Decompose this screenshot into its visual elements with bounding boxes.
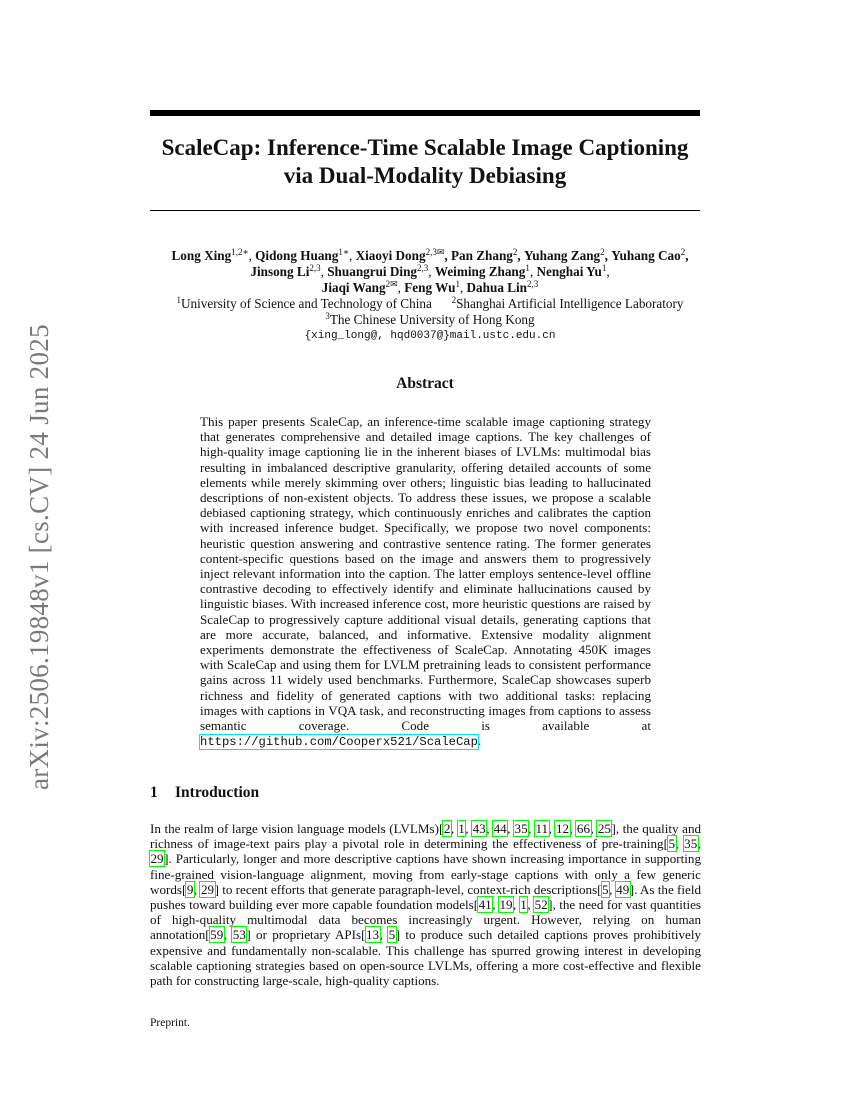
intro-text: In the realm of large vision language models (LVLMs)[ bbox=[150, 821, 444, 836]
citation-link[interactable]: 66 bbox=[576, 821, 590, 836]
citation-link[interactable]: 2 bbox=[443, 821, 451, 836]
intro-text: , bbox=[590, 821, 598, 836]
affiliation-2: Shanghai Artificial Intelligence Laboratory bbox=[456, 296, 684, 311]
author-affil-sup: 2,3 bbox=[309, 263, 321, 273]
affil-sup: 2 bbox=[451, 295, 457, 305]
intro-text: ] to recent efforts that generate paragraph-level, context-rich descriptions[ bbox=[214, 881, 602, 897]
affil-sup: 3 bbox=[325, 311, 330, 321]
author-name: Qidong Huang bbox=[255, 248, 339, 263]
title-top-rule bbox=[150, 110, 700, 116]
author-name: Jinsong Li bbox=[250, 264, 310, 279]
intro-text: , bbox=[450, 821, 458, 836]
author-affil-sup: 2,3 bbox=[527, 279, 539, 289]
paper-title bbox=[150, 134, 700, 190]
intro-text: ], the need for vast quantities of high-quality multimodal data becomes increasingly urgent. However, relying on human annotation[ bbox=[150, 897, 702, 943]
affiliations-line-1 bbox=[150, 296, 710, 312]
author-line-3: Jiaqi Wang$^{2✉}$, Feng Wu$^1$, Dahua Lin$^{2,3}$ bbox=[321, 279, 539, 295]
envelope-icon: ✉ bbox=[390, 279, 398, 289]
title-line-1: ScaleCap: Inference-Time Scalable Image Captioning bbox=[161, 135, 689, 160]
author-affil-sup: 2,3 bbox=[425, 247, 437, 257]
author-name: Yuhang Cao bbox=[611, 248, 681, 263]
code-url-suffix: . bbox=[477, 733, 482, 749]
affiliation-3: The Chinese University of Hong Kong bbox=[329, 312, 535, 327]
author-affil-sup: 2 bbox=[512, 247, 518, 257]
citation-link[interactable]: 43 bbox=[472, 821, 486, 836]
citation-link[interactable]: 49 bbox=[616, 881, 630, 897]
intro-text: , bbox=[569, 821, 577, 836]
citation-link[interactable]: 19 bbox=[499, 897, 513, 913]
section-number: 1 bbox=[150, 784, 158, 801]
intro-text: ] to produce such detailed captions proves prohibitively expensive and fundamentally non-scalable. This challenge has spurred growing interest in developing scalable captioning strategies based on open-source LVLMs, offering a more cost-effective and flexible path for constructing large-scale, high-quality captions. bbox=[150, 927, 702, 989]
intro-text: , bbox=[548, 821, 556, 836]
intro-text: , bbox=[675, 836, 684, 852]
citation-link[interactable]: 5 bbox=[602, 881, 609, 897]
section-title: Introduction bbox=[175, 784, 260, 801]
envelope-icon: ✉ bbox=[436, 247, 445, 257]
citation-link[interactable]: 35 bbox=[514, 821, 528, 836]
intro-text: ]. As the field pushes toward building ever more capable foundation models[ bbox=[150, 881, 702, 913]
abstract-body bbox=[200, 414, 651, 750]
affiliations-line-2 bbox=[150, 312, 710, 328]
citation-link[interactable]: 44 bbox=[493, 821, 507, 836]
author-name: Pan Zhang bbox=[450, 248, 513, 263]
title-line-2: via Dual-Modality Debiasing bbox=[283, 163, 567, 188]
abstract-text: This paper presents ScaleCap, an inference-time scalable image captioning strategy that generates comprehensive and detailed image captions. The key challenges of high-quality image captioning lie in the inherent biases of LVLMs: multimodal bias resulting in imbalanced descriptive granularity, offering detailed accounts of some elements while merely skimming over others; linguistic bias leading to hallucinated descriptions of non-existent objects. To address these issues, we propose a scalable debiased captioning strategy, which continuously enriches and calibrates the caption with increased inference budget. Specifically, we propose two novel components: heuristic question answering and contrastive sentence rating. The former generates content-specific questions based on the image and answers them to progressively inject relevant information into the caption. The latter employs sentence-level offline contrastive decoding to effectively identify and eliminate hallucinations caused by linguistic biases. With increased inference cost, more heuristic questions are raised by ScaleCap to progressively capture additional visual details, generating captions that are more accurate, balanced, and informative. Extensive modality alignment experiments demonstrate the effectiveness of ScaleCap. Annotating 450K images with ScaleCap and using them for LVLM pretraining leads to consistent performance gains across 11 widely used benchmarks. Furthermore, ScaleCap showcases superb richness and fidelity of generated captions with two additional tasks: replacing images with captions in VQA task, and reconstructing images from captions to assess semantic coverage. bbox=[200, 414, 651, 734]
section-heading-introduction bbox=[150, 784, 259, 802]
intro-text: , bbox=[609, 881, 616, 897]
intro-text: , bbox=[527, 897, 535, 913]
intro-text: , bbox=[507, 821, 515, 836]
citation-link[interactable]: 5 bbox=[668, 836, 676, 852]
preprint-footer: Preprint. bbox=[150, 1017, 190, 1029]
intro-text: , bbox=[223, 927, 233, 943]
citation-link[interactable]: 9 bbox=[186, 881, 194, 897]
intro-text: , bbox=[513, 897, 520, 913]
author-name: Weiming Zhang bbox=[434, 264, 526, 279]
author-affil-sup: 2 bbox=[680, 247, 686, 257]
code-url-link[interactable]: https://github.com/Cooperx521/ScaleCap bbox=[200, 735, 478, 750]
author-affil-sup: 1 bbox=[525, 263, 530, 273]
citation-link[interactable]: 1 bbox=[458, 821, 465, 836]
introduction-paragraph bbox=[150, 821, 701, 988]
intro-text: ]. Particularly, longer and more descriptive captions have shown increasing importance in supporting fine-grained vision-language alignment, moving from early-stage captions with only a few generic words[ bbox=[150, 851, 701, 897]
intro-text: , bbox=[193, 881, 201, 897]
citation-link[interactable]: 11 bbox=[535, 821, 549, 836]
equal-contribution-mark: ∗ bbox=[242, 247, 249, 257]
citation-link[interactable]: 5 bbox=[388, 927, 396, 943]
author-name: Dahua Lin bbox=[466, 280, 528, 295]
author-line-2: Jinsong Li$^{2,3}$, Shuangrui Ding$^{2,3}$, Weiming Zhang$^1$, Nenghai Yu$^1$, bbox=[250, 263, 610, 279]
citation-link[interactable]: 52 bbox=[534, 897, 548, 913]
author-affil-sup: 1 bbox=[601, 263, 607, 273]
intro-text: ], the quality and richness of image-text pairs play a pivotal role in determining the effectiveness of pre-training[ bbox=[150, 821, 702, 852]
author-name: Jiaqi Wang bbox=[321, 280, 386, 295]
author-affil-sup: 2 bbox=[385, 279, 391, 289]
equal-contribution-mark: ∗ bbox=[342, 247, 349, 257]
affil-sup: 1 bbox=[176, 295, 181, 305]
intro-text: , bbox=[486, 821, 494, 836]
citation-link[interactable]: 29 bbox=[150, 851, 164, 867]
intro-text: ] or proprietary APIs[ bbox=[246, 927, 366, 943]
author-line-1: Long Xing$^{1,2∗}$, Qidong Huang$^{1∗}$, Xiaoyi Dong$^{2,3✉}$, Pan Zhang$^2$, Yuhang Zang$^2$, Yuhang Cao$^2$, bbox=[171, 247, 689, 263]
intro-text: , bbox=[492, 897, 499, 913]
code-availability-prefix: Code is available at bbox=[401, 718, 651, 734]
arxiv-identifier-stamp: arXiv:2506.19848v1 [cs.CV] 24 Jun 2025 bbox=[24, 324, 54, 790]
author-block bbox=[150, 248, 710, 344]
title-bottom-rule bbox=[150, 210, 700, 211]
author-affil-sup: 1 bbox=[455, 279, 460, 289]
citation-link[interactable]: 25 bbox=[597, 821, 611, 836]
citation-link[interactable]: 29 bbox=[200, 881, 215, 897]
intro-text: , bbox=[379, 927, 389, 943]
abstract-heading: Abstract bbox=[396, 375, 454, 392]
citation-link[interactable]: 35 bbox=[684, 836, 698, 852]
author-name: Nenghai Yu bbox=[536, 264, 602, 279]
author-name: Yuhang Zang bbox=[524, 248, 601, 263]
author-name: Feng Wu bbox=[404, 280, 456, 295]
intro-text: , bbox=[528, 821, 535, 836]
intro-text: , bbox=[465, 821, 473, 836]
author-affil-sup: 1 bbox=[338, 247, 343, 257]
author-affil-sup: 2,3 bbox=[417, 263, 429, 273]
author-email: {xing_long@, hqd0037@}mail.ustc.edu.cn bbox=[304, 330, 556, 342]
citation-link[interactable]: 53 bbox=[232, 927, 246, 943]
author-affil-sup: 1,2 bbox=[231, 247, 243, 257]
citation-link[interactable]: 13 bbox=[366, 927, 380, 943]
affiliation-1: University of Science and Technology of China bbox=[181, 296, 432, 311]
author-name: Shuangrui Ding bbox=[327, 264, 418, 279]
author-name: Xiaoyi Dong bbox=[355, 248, 426, 263]
author-name: Long Xing bbox=[171, 248, 232, 263]
citation-link[interactable]: 41 bbox=[478, 897, 492, 913]
citation-link[interactable]: 59 bbox=[210, 927, 224, 943]
intro-text: , bbox=[697, 836, 702, 852]
citation-link[interactable]: 12 bbox=[555, 821, 570, 836]
author-affil-sup: 2 bbox=[600, 247, 605, 257]
citation-link[interactable]: 1 bbox=[520, 897, 527, 913]
